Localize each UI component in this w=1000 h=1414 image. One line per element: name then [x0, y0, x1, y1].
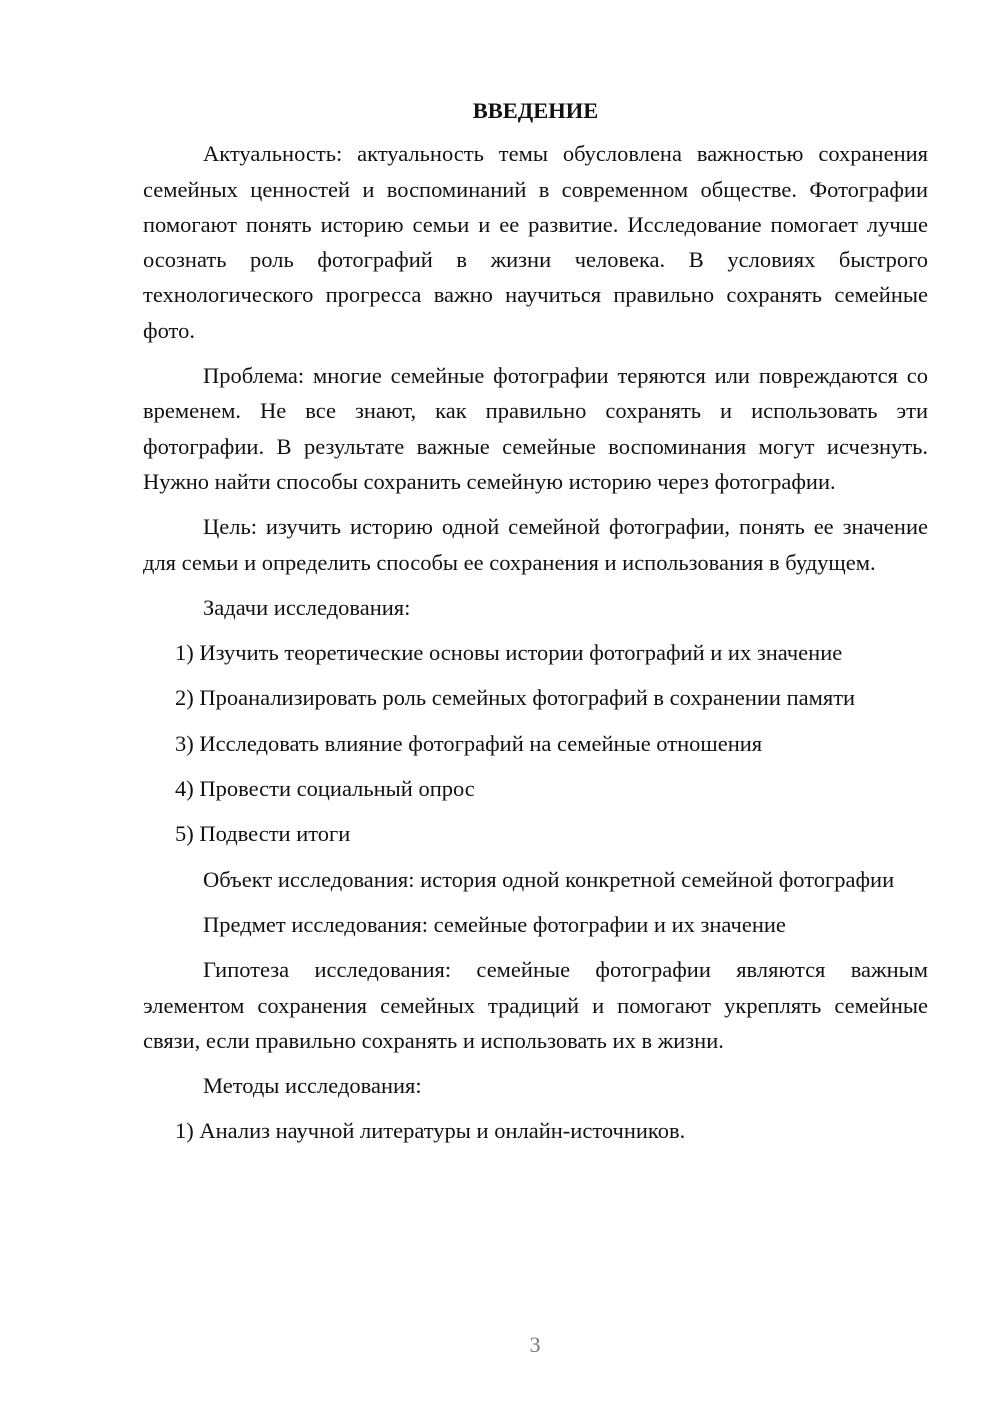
- subject-paragraph: Предмет исследования: семейные фотографии и их значение: [203, 911, 786, 937]
- method-item-1: 1) Анализ научной литературы и онлайн-источников.: [175, 1118, 686, 1144]
- task-item-3: 3) Исследовать влияние фотографий на семейные отношения: [175, 730, 763, 756]
- page-number: 3: [529, 1332, 541, 1357]
- task-item-1: 1) Изучить теоретические основы истории фотографий и их значение: [175, 640, 843, 666]
- tasks-title: Задачи исследования:: [203, 594, 411, 620]
- page-title: ВВЕДЕНИЕ: [472, 98, 599, 123]
- problem-paragraph: Проблема: многие семейные фотографии теряются или повреждаются со временем. Не все знают, как правильно сохранять и использовать эти фотографии. В результате важные семейные воспоминания могут исчезнуть. Нужно найти способы сохранить семейную историю через фотографии.: [143, 363, 928, 494]
- task-item-4: 4) Провести социальный опрос: [175, 776, 475, 802]
- methods-title: Методы исследования:: [203, 1073, 422, 1099]
- object-paragraph: Объект исследования: история одной конкретной семейной фотографии: [203, 866, 895, 892]
- hypothesis-paragraph: Гипотеза исследования: семейные фотографии являются важным элементом сохранения семейных традиций и помогают укреплять семейные связи, если правильно сохранять и использовать их в жизни.: [143, 957, 928, 1053]
- goal-paragraph: Цель: изучить историю одной семейной фотографии, понять ее значение для семьи и определить способы ее сохранения и использования в будущем.: [143, 514, 928, 575]
- task-item-5: 5) Подвести итоги: [175, 821, 351, 847]
- task-item-2: 2) Проанализировать роль семейных фотографий в сохранении памяти: [175, 685, 856, 711]
- relevance-paragraph: Актуальность: актуальность темы обусловлена важностью сохранения семейных ценностей и воспоминаний в современном обществе. Фотографии помогают понять историю семьи и ее развитие. Исследование помогает лучше осознать роль фотографий в жизни человека. В условиях быстрого технологического прогресса важно научиться правильно сохранять семейные фото.: [143, 141, 928, 343]
- page-content: [143, 93, 928, 1159]
